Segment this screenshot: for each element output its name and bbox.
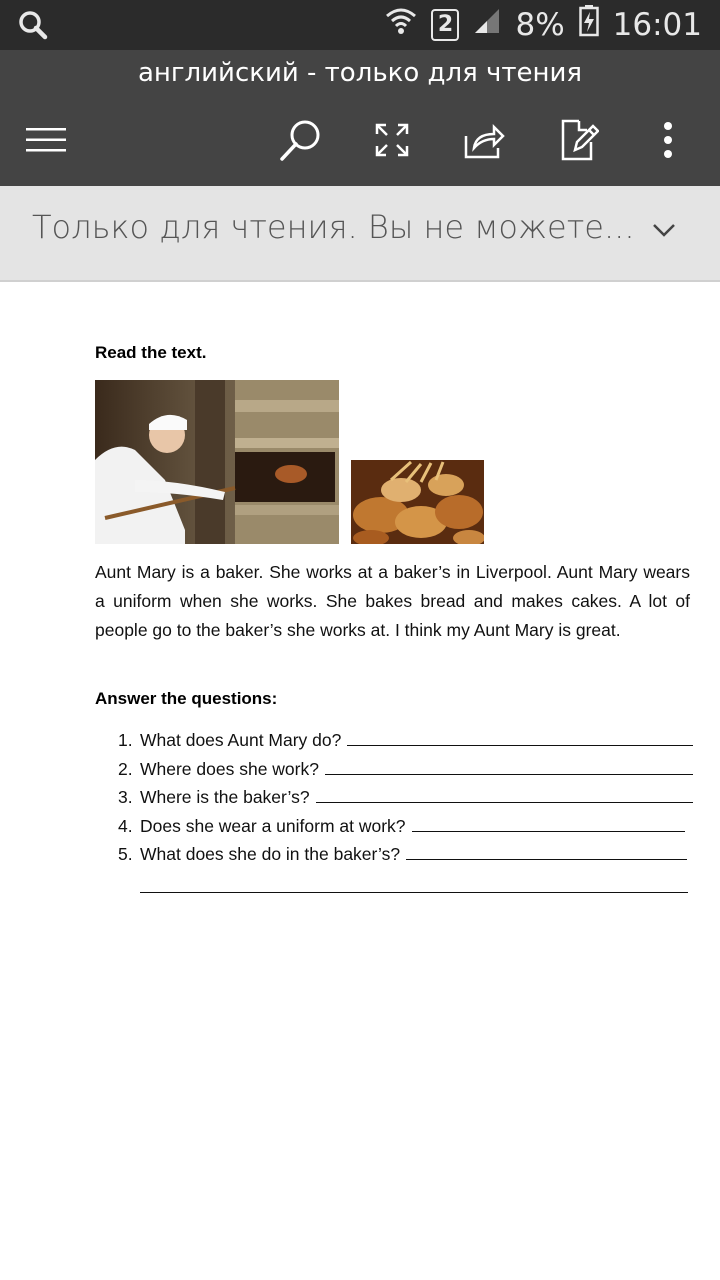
search-icon: [277, 117, 323, 163]
hamburger-icon: [24, 126, 68, 154]
edit-document-icon: [557, 118, 599, 162]
search-button[interactable]: [276, 116, 324, 164]
read-only-message: Только для чтения. Вы не можете...: [32, 208, 635, 246]
question-item: [118, 783, 693, 812]
question-item: [118, 755, 693, 784]
read-heading: Read the text.: [95, 343, 207, 362]
sim-badge: 2: [431, 9, 459, 41]
question-number: 5.: [118, 844, 133, 865]
expand-icon: [373, 121, 411, 159]
share-button[interactable]: [460, 116, 508, 164]
answer-line: [347, 729, 693, 746]
question-text: Does she wear a uniform at work?: [140, 815, 406, 836]
menu-button[interactable]: [22, 116, 70, 164]
edit-button[interactable]: [554, 116, 602, 164]
question-text: Where is the baker’s?: [140, 787, 310, 808]
question-text: What does she do in the baker’s?: [140, 844, 401, 865]
answer-line: [412, 815, 685, 832]
share-icon: [462, 120, 506, 160]
search-status-icon: [18, 10, 48, 45]
questions-list: [118, 726, 693, 869]
reading-paragraph: Aunt Mary is a baker. She works at a baker’s in Liverpool. Aunt Mary wears a uniform when she works. She bakes bread and makes cakes. A lot of people go to the baker’s she works at. I think my Aunt Mary is great.: [95, 562, 690, 640]
signal-icon: [473, 7, 501, 43]
question-item: [118, 726, 693, 755]
answer-line: [325, 758, 693, 775]
wifi-icon: [385, 6, 417, 44]
question-number: 1.: [118, 730, 133, 750]
more-vertical-icon: [662, 121, 674, 159]
document-title: английский - только для чтения: [137, 58, 583, 88]
question-text: What does Aunt Mary do?: [140, 730, 342, 750]
question-number: 3.: [118, 787, 133, 808]
answer-line: [406, 843, 687, 860]
more-options-button[interactable]: [644, 116, 692, 164]
clock: 16:01: [612, 7, 702, 43]
question-number: 2.: [118, 758, 133, 779]
chevron-down-icon: [650, 220, 678, 240]
bread-photo: [351, 460, 484, 544]
app-bar: [0, 50, 720, 186]
status-bar: [0, 0, 720, 50]
question-text: Where does she work?: [140, 758, 319, 779]
answer-line: [316, 786, 693, 803]
expand-banner-button[interactable]: [650, 220, 678, 245]
baker-photo: [95, 380, 339, 544]
question-number: 4.: [118, 815, 133, 836]
question-item: [118, 812, 693, 841]
answer-line-continuation: [140, 892, 688, 893]
answer-heading: Answer the questions:: [95, 689, 278, 708]
battery-percent: 8%: [515, 7, 565, 43]
question-item: [118, 840, 693, 869]
document-page[interactable]: [0, 282, 720, 1280]
battery-icon: [579, 5, 599, 45]
fullscreen-button[interactable]: [368, 116, 416, 164]
read-only-banner[interactable]: [0, 186, 720, 282]
